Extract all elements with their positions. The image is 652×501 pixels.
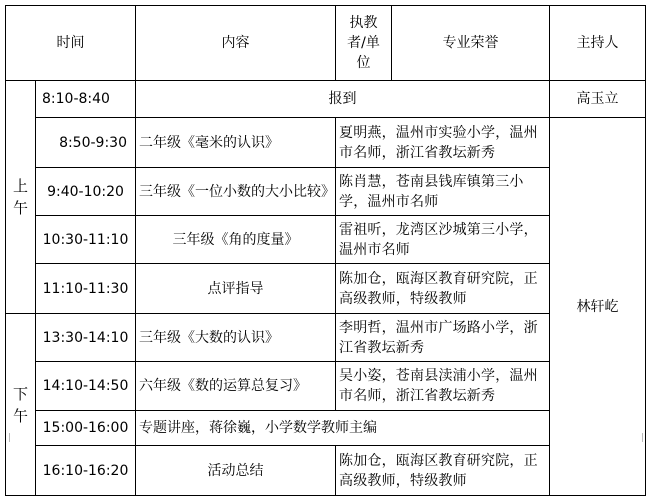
header-teacher-line2: 者/单 — [347, 35, 380, 51]
period-morning-char2: 午 — [12, 199, 28, 217]
corner-mark-right — [642, 433, 652, 442]
row-time: 13:30-14:10 — [36, 314, 136, 362]
header-row — [6, 6, 646, 81]
corner-mark-left — [0, 433, 10, 442]
row-content: 三年级《角的度量》 — [136, 216, 336, 264]
header-time: 时间 — [6, 6, 136, 81]
row-time: 15:00-16:00 — [36, 411, 136, 446]
row-content: 活动总结 — [136, 446, 336, 496]
header-host: 主持人 — [550, 6, 646, 81]
period-afternoon — [6, 314, 36, 496]
period-morning-char1: 上 — [12, 177, 28, 195]
row-time: 16:10-16:20 — [36, 446, 136, 496]
row-time: 11:10-11:30 — [36, 264, 136, 314]
row-teacher: 夏明燕，温州市实验小学，温州市名师，浙江省教坛新秀 — [336, 118, 550, 168]
schedule-table — [5, 5, 645, 495]
table-row — [6, 118, 646, 168]
row-content: 专题讲座，蒋徐巍，小学数学教师主编 — [136, 411, 550, 446]
row-time: 10:30-11:10 — [36, 216, 136, 264]
row-time: 8:10-8:40 — [36, 81, 136, 118]
header-content: 内容 — [136, 6, 336, 81]
row-teacher: 吴小姿，苍南县渎浦小学，温州市名师，浙江省教坛新秀 — [336, 362, 550, 411]
row-content: 点评指导 — [136, 264, 336, 314]
header-honor: 专业荣誉 — [392, 6, 550, 81]
row-teacher: 李明哲，温州市广场路小学，浙江省教坛新秀 — [336, 314, 550, 362]
row-teacher: 雷祖听，龙湾区沙城第三小学，温州市名师 — [336, 216, 550, 264]
period-morning — [6, 81, 36, 314]
row-teacher: 陈肖慧，苍南县钱库镇第三小学，温州市名师 — [336, 168, 550, 216]
header-teacher-line1: 执教 — [349, 15, 378, 31]
row-content: 三年级《大数的认识》 — [136, 314, 336, 362]
row-teacher: 陈加仓，瓯海区教育研究院，正高级教师，特级教师 — [336, 264, 550, 314]
period-afternoon-char1: 下 — [12, 384, 28, 403]
header-teacher-line3: 位 — [356, 55, 371, 71]
row-teacher: 陈加仓，瓯海区教育研究院，正高级教师，特级教师 — [336, 446, 550, 496]
row-content: 二年级《毫米的认识》 — [136, 118, 336, 168]
row-time: 14:10-14:50 — [36, 362, 136, 411]
row-content: 报到 — [136, 81, 550, 118]
period-afternoon-char2: 午 — [12, 406, 28, 425]
host-second: 林轩屹 — [550, 118, 646, 496]
row-time: 9:40-10:20 — [36, 168, 136, 216]
row-content: 三年级《一位小数的大小比较》 — [136, 168, 336, 216]
header-teacher — [336, 6, 392, 81]
table-row — [6, 81, 646, 118]
row-content: 六年级《数的运算总复习》 — [136, 362, 336, 411]
host-first: 高玉立 — [550, 81, 646, 118]
row-time: 8:50-9:30 — [36, 118, 136, 168]
